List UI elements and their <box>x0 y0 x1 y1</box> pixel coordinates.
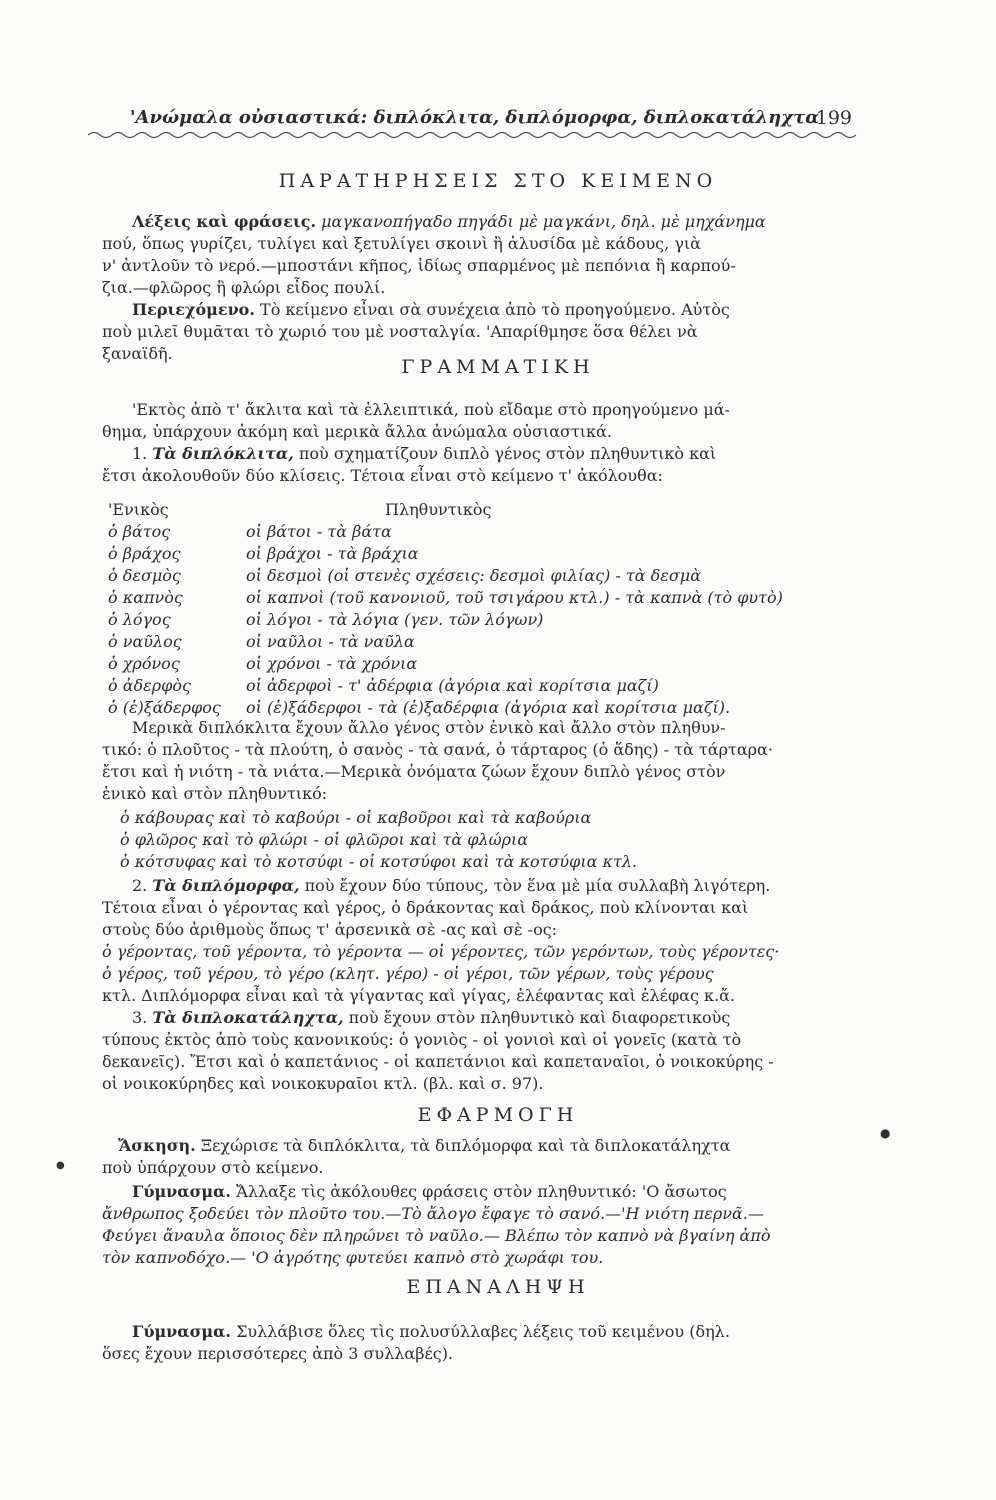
table-singular: ὁ (ἐ)ξάδερφος <box>108 698 221 717</box>
grammar-line-14: στοὺς δύο ἀριθμοὺς ὅπως τ' ἀρσενικὰ σὲ -ας καὶ σὲ -ος: <box>102 920 558 939</box>
table-plural: οἱ (ἐ)ξάδερφοι - τὰ (ἐ)ξαδέρφια (ἀγόρια καὶ κορίτσια μαζί). <box>246 698 731 717</box>
grammar-line-1: 'Εκτὸς ἀπὸ τ' ἄκλιτα καὶ τὰ ἐλλειπτικά, ποὺ εἴδαμε στὸ προηγούμενο μά- <box>132 400 730 419</box>
grammar-line-13: Τέτοια εἶναι ὁ γέροντας καὶ γέρος, ὁ δράκοντας καὶ δράκος, ποὺ κλίνονται καὶ <box>102 898 749 917</box>
application-title: ΕΦΑΡΜΟΓΗ <box>417 1104 579 1126</box>
animal-example-1: ὁ κάβουρας καὶ τὸ καβούρι - οἱ καβοῦροι καὶ τὰ καβούρια <box>120 808 592 827</box>
singular-header: 'Ενικὸς <box>108 500 169 519</box>
notes-text-5: Τὸ κείμενο εἶναι σὰ συνέχεια ἀπὸ τὸ προηγούμενο. Αὐτὸς <box>260 300 730 319</box>
review-line-1 <box>132 1322 730 1342</box>
animal-example-3: ὁ κότσυφας καὶ τὸ κοτσύφι - οἱ κοτσύφοι καὶ τὰ κοτσύφια κτλ. <box>120 852 638 871</box>
term-diplomorfa: Τὰ διπλόμορφα, <box>152 876 300 895</box>
grammar-line-18 <box>132 1008 730 1028</box>
grammar-line-2: θημα, ὑπάρχουν ἀκόμη καὶ μερικὰ ἄλλα ἀνώμαλα οὐσιαστικά. <box>102 422 612 441</box>
term-diplokatalixta: Τὰ διπλοκατάληχτα, <box>152 1008 344 1027</box>
drill-label: Γύμνασμα. <box>132 1182 231 1201</box>
table-singular: ὁ καπνὸς <box>108 588 183 607</box>
term-diploklita: Τὰ διπλόκλιτα, <box>152 444 294 463</box>
table-singular: ὁ χρόνος <box>108 654 180 673</box>
notes-line-7: ξαναϊδῆ. <box>102 344 173 363</box>
application-text-1: Ξεχώρισε τὰ διπλόκλιτα, τὰ διπλόμορφα καὶ τὰ διπλοκατάληχτα <box>200 1136 731 1155</box>
grammar-line-12 <box>132 876 770 896</box>
notes-text-1: μαγκανοπήγαδο πηγάδι μὲ μαγκάνι, δηλ. μὲ μηχάνημα <box>321 212 766 231</box>
grammar-text-18: ποὺ ἔχουν στὸν πληθυντικὸ καὶ διαφορετικοὺς <box>348 1008 731 1027</box>
application-text-3: Ἄλλαξε τὶς ἀκόλουθες φράσεις στὸν πληθυντικό: 'Ο ἄσωτος <box>236 1182 727 1201</box>
scan-speck: ● <box>880 1126 891 1140</box>
table-singular: ὁ ναῦλος <box>108 632 182 651</box>
application-line-1 <box>118 1136 730 1156</box>
table-singular: ὁ λόγος <box>108 610 171 629</box>
grammar-line-15: ὁ γέροντας, τοῦ γέροντα, τὸ γέροντα — οἱ γέροντες, τῶν γερόντων, τοὺς γέροντες· <box>102 942 780 961</box>
notes-line-2: πού, ὅπως γυρίζει, τυλίγει καὶ ξετυλίγει σκοινὶ ἢ ἁλυσίδα μὲ κάδους, γιὰ <box>102 234 701 253</box>
notes-line-5 <box>132 300 730 320</box>
table-plural: οἱ ἀδερφοὶ - τ' ἀδέρφια (ἀγόρια καὶ κορίτσια μαζί) <box>246 676 659 695</box>
grammar-line-20: δεκανεῖς). Ἔτσι καὶ ὁ καπετάνιος - οἱ καπετάνιοι καὶ καπεταναῖοι, ὁ νοικοκύρης - <box>102 1052 774 1071</box>
review-drill-label: Γύμνασμα. <box>132 1322 231 1341</box>
application-line-6: τὸν καπνοδόχο.— 'Ο ἀγρότης φυτεύει καπνὸ στὸ χωράφι του. <box>102 1248 604 1267</box>
scan-speck: ● <box>56 1160 65 1171</box>
grammar-line-21: οἱ νοικοκύρηδες καὶ νοικοκυραῖοι κτλ. (βλ. καὶ σ. 97). <box>102 1074 544 1093</box>
plural-header: Πληθυντικὸς <box>385 500 492 519</box>
notes-title: ΠΑΡΑΤΗΡΗΣΕΙΣ ΣΤΟ ΚΕΙΜΕΝΟ <box>278 170 718 192</box>
application-line-5: Φεύγει ἄναυλα ὅποιος δὲν πληρώνει τὸ ναῦλο.— Βλέπω τὸν καπνὸ νὰ βγαίνη ἀπὸ <box>102 1226 771 1245</box>
table-plural: οἱ λόγοι - τὰ λόγια (γεν. τῶν λόγων) <box>246 610 544 629</box>
grammar-line-6: τικό: ὁ πλοῦτος - τὰ πλούτη, ὁ σανὸς - τὰ σανά, ὁ τάρταρος (ὁ ἅδης) - τὰ τάρταρα· <box>102 740 773 759</box>
application-line-3 <box>132 1182 727 1202</box>
table-singular: ὁ βράχος <box>108 544 181 563</box>
notes-line-6: ποὺ μιλεῖ θυμᾶται τὸ χωριό του μὲ νοσταλγία. 'Απαρίθμησε ὅσα θέλει νὰ <box>102 322 698 341</box>
grammar-line-16: ὁ γέρος, τοῦ γέρου, τὸ γέρο (κλητ. γέρο) - οἱ γέροι, τῶν γέρων, τοὺς γέρους <box>102 964 714 983</box>
table-singular: ὁ ἀδερφὸς <box>108 676 191 695</box>
words-label: Λέξεις καὶ φράσεις. <box>132 212 317 231</box>
content-label: Περιεχόμενο. <box>132 300 255 319</box>
grammar-line-4: ἔτσι ἀκολουθοῦν δύο κλίσεις. Τέτοια εἶναι στὸ κείμενο τ' ἀκόλουθα: <box>102 466 663 485</box>
animal-example-2: ὁ φλῶρος καὶ τὸ φλώρι - οἱ φλῶροι καὶ τὰ φλώρια <box>120 830 529 849</box>
table-plural: οἱ χρόνοι - τὰ χρόνια <box>246 654 418 673</box>
table-plural: οἱ βράχοι - τὰ βράχια <box>246 544 419 563</box>
running-title: 'Ανώμαλα οὐσιαστικά: διπλόκλιτα, διπλόμορφα, διπλοκατάληχτα <box>130 107 820 128</box>
table-singular: ὁ δεσμὸς <box>108 566 181 585</box>
grammar-line-19: τύπους ἐκτὸς ἀπὸ τοὺς κανονικούς: ὁ γονιὸς - οἱ γονιοὶ καὶ οἱ γονεῖς (κατὰ τὸ <box>102 1030 742 1049</box>
review-line-2: ὅσες ἔχουν περισσότερες ἀπὸ 3 συλλαβές). <box>102 1344 454 1363</box>
table-plural: οἱ βάτοι - τὰ βάτα <box>246 522 392 541</box>
notes-line-4: ζια.—φλῶρος ἢ φλώρι εἶδος πουλί. <box>102 278 386 297</box>
item-number-2: 2. <box>132 876 148 895</box>
grammar-line-8: ἑνικὸ καὶ στὸν πληθυντικό: <box>102 784 328 803</box>
review-text-1: Συλλάβισε ὅλες τὶς πολυσύλλαβες λέξεις τοῦ κειμένου (δηλ. <box>236 1322 730 1341</box>
item-number-1: 1. <box>132 444 148 463</box>
wavy-rule <box>88 130 858 140</box>
application-line-4: ἄνθρωπος ξοδεύει τὸν πλοῦτο του.—Τὸ ἄλογο ἔφαγε τὸ σανό.—'Η νιότη περνᾶ.— <box>102 1204 764 1223</box>
grammar-text-12: ποὺ ἔχουν δύο τύπους, τὸν ἕνα μὲ μία συλλαβὴ λιγότερη. <box>304 876 771 895</box>
grammar-line-3 <box>132 444 716 464</box>
table-singular: ὁ βάτος <box>108 522 171 541</box>
application-line-2: ποὺ ὑπάρχουν στὸ κείμενο. <box>102 1158 324 1177</box>
table-plural: οἱ ναῦλοι - τὰ ναῦλα <box>246 632 415 651</box>
grammar-text-3: ποὺ σχηματίζουν διπλὸ γένος στὸν πληθυντικὸ καὶ <box>298 444 717 463</box>
grammar-line-17: κτλ. Διπλόμορφα εἶναι καὶ τὰ γίγαντας καὶ γίγας, ἐλέφαντας καὶ ἐλέφας κ.ἄ. <box>102 986 735 1005</box>
grammar-line-5: Μερικὰ διπλόκλιτα ἔχουν ἄλλο γένος στὸν ἑνικὸ καὶ ἄλλο στὸν πληθυν- <box>132 718 726 737</box>
notes-line-1 <box>132 212 766 232</box>
table-plural: οἱ δεσμοὶ (οἱ στενὲς σχέσεις: δεσμοὶ φιλίας) - τὰ δεσμὰ <box>246 566 701 585</box>
review-title: ΕΠΑΝΑΛΗΨΗ <box>406 1276 590 1298</box>
grammar-line-7: ἔτσι καὶ ἡ νιότη - τὰ νιάτα.—Μερικὰ ὀνόματα ζώων ἔχουν διπλὸ γένος στὸν <box>102 762 726 781</box>
grammar-title: ΓΡΑΜΜΑΤΙΚΗ <box>401 356 595 378</box>
notes-line-3: ν' ἀντλοῦν τὸ νερό.—μποστάνι κῆπος, ἰδίως σπαρμένος μὲ πεπόνια ἢ καρπού- <box>102 256 736 275</box>
item-number-3: 3. <box>132 1008 148 1027</box>
exercise-label: Ἄσκηση. <box>118 1136 196 1155</box>
page-number: 199 <box>815 107 852 129</box>
table-plural: οἱ καπνοὶ (τοῦ κανονιοῦ, τοῦ τσιγάρου κτλ.) - τὰ καπνὰ (τὸ φυτὸ) <box>246 588 783 607</box>
